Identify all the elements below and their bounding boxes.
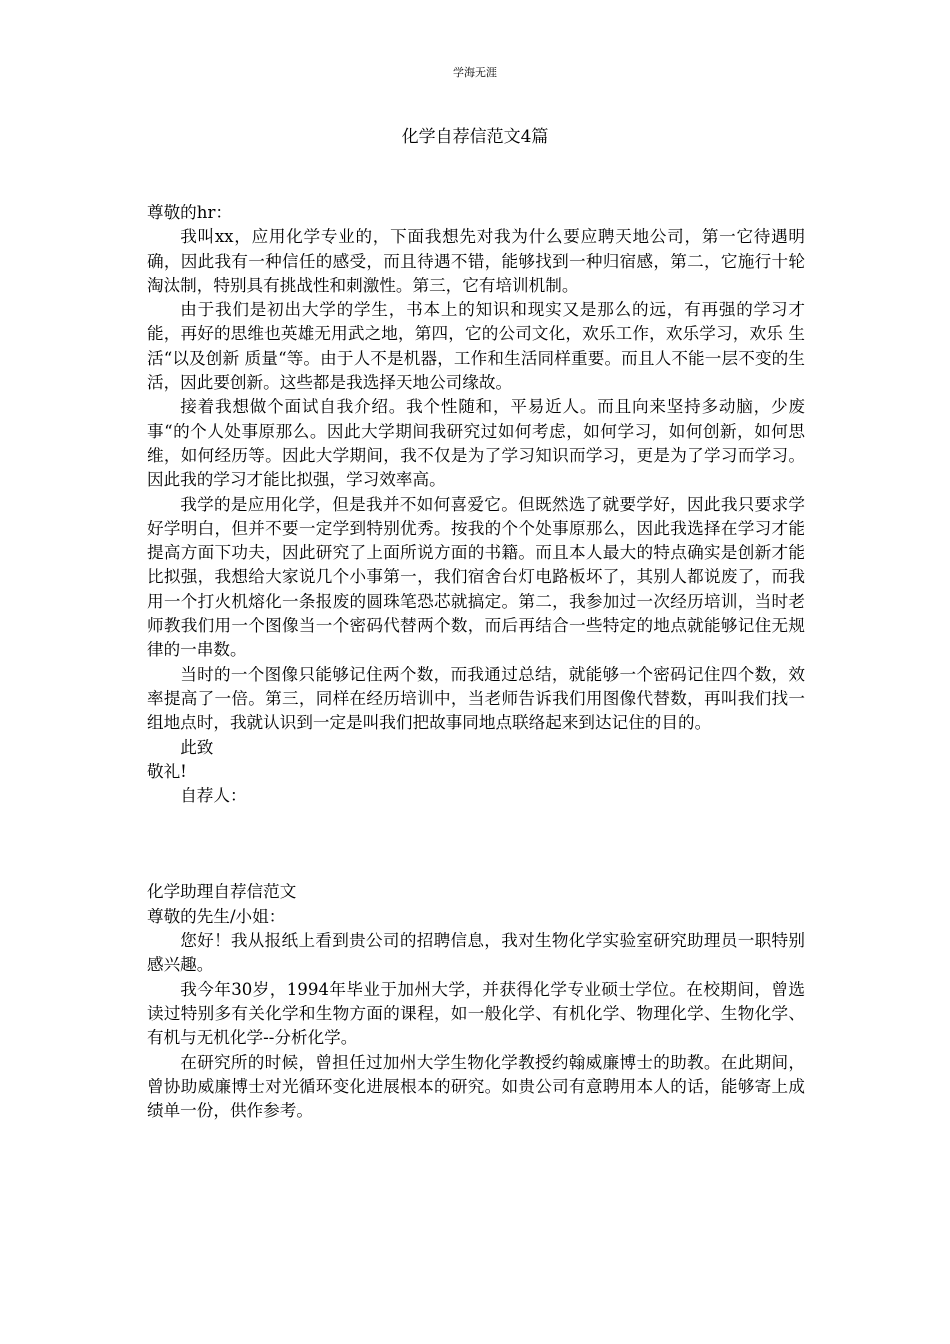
letter1-regards: 敬礼! xyxy=(147,761,187,781)
letter1-paragraph-4: 我学的是应用化学，但是我并不如何喜爱它。但既然选了就要学好，因此我只要求学好学明白，但并不要一定学到特别优秀。按我的个个处事原那么，因此我选择在学习才能提高方面下功夫，因此研究了上面所说方面的书籍。而且本人最大的特点确实是创新才能比拟强，我想给大家说几个小事第一，我们宿舍台灯电路板坏了，其别人都说废了，而我用一个打火机熔化一条报废的圆珠笔恐芯就搞定。第二，我参加过一次经历培训，当时老师教我们用一个图像当一个密码代替两个数，而后再结合一些特定的地点就能够记住无规律的一串数。 xyxy=(147,494,805,660)
letter1-salutation: 尊敬的hr： xyxy=(147,203,232,222)
document-body xyxy=(147,201,805,1123)
letter2-paragraph-2: 我今年30岁，1994年毕业于加州大学，并获得化学专业硕士学位。在校期间，曾选读过特别多有关化学和生物方面的课程，如一般化学、有机化学、物理化学、生物化学、有机与无机化学--分析化学。 xyxy=(147,979,805,1048)
letter1-closing: 此致 xyxy=(180,737,214,757)
letter1-paragraph-2: 由于我们是初出大学的学生，书本上的知识和现实又是那么的远，有再强的学习才能，再好的思维也英雄无用武之地，第四，它的公司文化，欢乐工作，欢乐学习，欢乐 生活“以及创新 质量“等。由于人不是机器，工作和生活同样重要。而且人不能一层不变的生活，因此要创新。这些都是我选择天地公司缘故。 xyxy=(147,300,805,393)
letter2-salutation: 尊敬的先生/小姐： xyxy=(147,906,286,926)
letter2-paragraph-3: 在研究所的时候，曾担任过加州大学生物化学教授约翰威廉博士的助教。在此期间，曾协助威廉博士对光循环变化进展根本的研究。如贵公司有意聘用本人的话，能够寄上成绩单一份，供作参考。 xyxy=(147,1052,805,1121)
letter1-paragraph-5: 当时的一个图像只能够记住两个数，而我通过总结，就能够一个密码记住四个数，效率提高了一倍。第三，同样在经历培训中，当老师告诉我们用图像代替数，再叫我们找一组地点时，我就认识到一定是叫我们把故事同地点联络起来到达记住的目的。 xyxy=(147,664,805,733)
document-title: 化学自荐信范文4篇 xyxy=(401,127,549,147)
letter1-paragraph-3: 接着我想做个面试自我介绍。我个性随和，平易近人。而且向来坚持多动脑，少废事“的个人处事原那么。因此大学期间我研究过如何考虑，如何学习，如何创新，如何思维，如何经历等。因此大学期间，我不仅是为了学习知识而学习，更是为了学习而学习。因此我的学习才能比拟强，学习效率高。 xyxy=(147,397,805,490)
section-gap xyxy=(147,808,805,880)
letter1-paragraph-1: 我叫xx，应用化学专业的，下面我想先对我为什么要应聘天地公司，第一它待遇明确，因此我有一种信任的感受，而且待遇不错，能够找到一种归宿感，第二，它施行十轮淘汰制，特别具有挑战性和刺激性。第三，它有培训机制。 xyxy=(147,227,805,295)
letter2-paragraph-1: 您好！我从报纸上看到贵公司的招聘信息，我对生物化学实验室研究助理员一职特别感兴趣。 xyxy=(147,931,805,975)
letter1-signature: 自荐人： xyxy=(180,786,247,806)
letter2-heading: 化学助理自荐信范文 xyxy=(147,882,297,902)
page-header: 学海无涯 xyxy=(453,66,497,79)
